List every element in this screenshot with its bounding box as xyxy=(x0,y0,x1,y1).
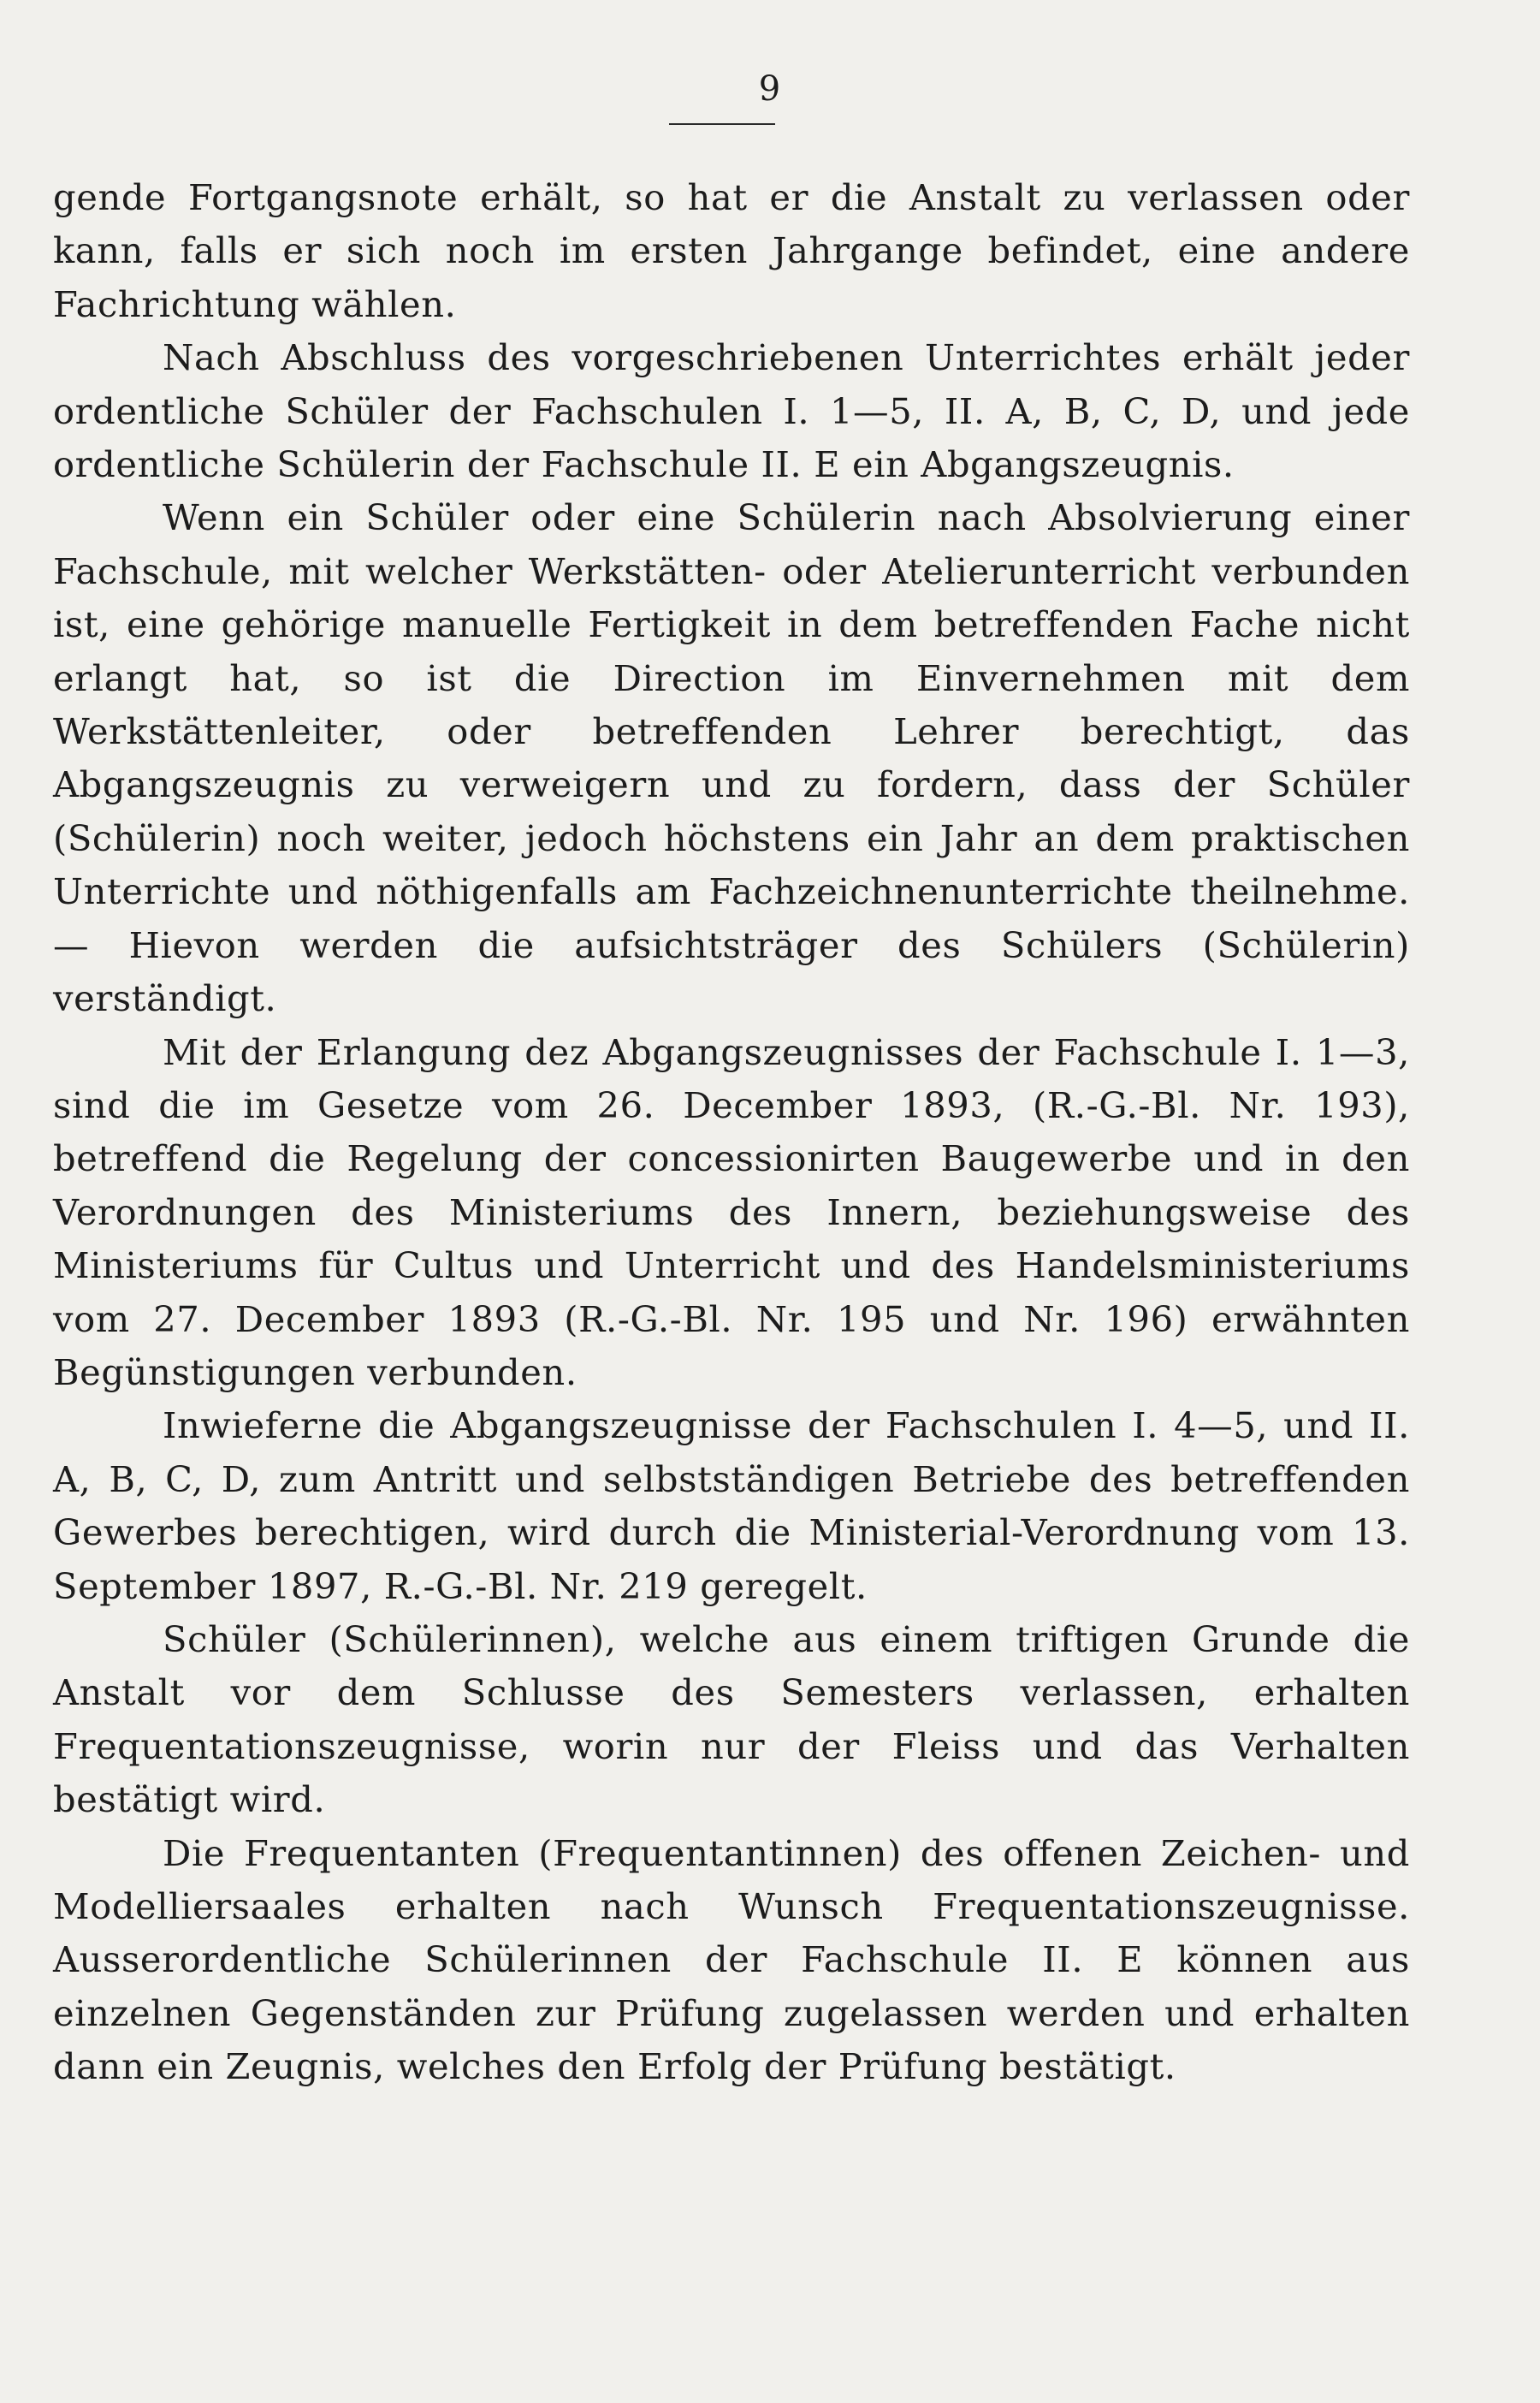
paragraph-begunstigungen: Mit der Erlangung dez Abgangszeugnisses der Fachschule I. 1—3, sind die im Gesetze vom 26. December 1893, (R.-G.-Bl. Nr. 193), betreffend die Regelung der concessionirten Baugewerbe und in den Verordnungen des Ministeriums des Innern, beziehungsweise des Ministeriums für Cultus und Unterricht und des Handelsministeriums vom 27. December 1893 (R.-G.-Bl. Nr. 195 und Nr. 196) erwähnten Begünstigungen verbunden. xyxy=(53,1030,1410,1393)
paragraph-continuation: gende Fortgangsnote erhält, so hat er die Anstalt zu verlassen oder kann, falls er sich noch im ersten Jahrgange befindet, eine andere Fachrichtung wählen. xyxy=(53,176,1410,325)
paragraph-gewerbe: Inwieferne die Abgangszeugnisse der Fachschulen I. 4—5, und II. A, B, C, D, zum Antritt und selbstständigen Betriebe des betreffenden Gewerbes berechtigen, wird durch die Ministerial-Verordnung vom 13. September 1897, R.-G.-Bl. Nr. 219 geregelt. xyxy=(53,1404,1410,1607)
paragraph-abgangszeugnis: Nach Abschluss des vorgeschriebenen Unterrichtes erhält jeder ordentliche Schüler der Fachschulen I. 1—5, II. A, B, C, D, und jede ordentliche Schülerin der Fachschule II. E ein Abgangszeugnis. xyxy=(53,336,1410,486)
paragraph-frequentanten: Die Frequentanten (Frequentantinnen) des offenen Zeichen- und Modelliersaales erhalten nach Wunsch Frequentationszeugnisse. Ausserordentliche Schülerinnen der Fachschule II. E können aus einzelnen Gegenständen zur Prüfung zugelassen werden und erhalten dann ein Zeugnis, welches den Erfolg der Prüfung bestätigt. xyxy=(53,1831,1410,2088)
paragraph-fertigkeit: Wenn ein Schüler oder eine Schülerin nach Absolvierung einer Fachschule, mit welcher Werkstätten- oder Atelierunterricht verbunden ist, eine gehörige manuelle Fertigkeit in dem betreffenden Fache nicht erlangt hat, so ist die Direction im Einvernehmen mit dem Werkstättenleiter, oder betreffenden Lehrer berechtigt, das Abgangszeugnis zu verweigern und zu fordern, dass der Schüler (Schülerin) noch weiter, jedoch höchstens ein Jahr an dem praktischen Unterrichte und nöthigenfalls am Fachzeichnenunterrichte theilnehme. — Hievon werden die aufsichtsträger des Schülers (Schülerin) verständigt. xyxy=(53,496,1410,1020)
paragraph-frequentationszeugnisse: Schüler (Schülerinnen), welche aus einem triftigen Grunde die Anstalt vor dem Schlusse des Semesters verlassen, erhalten Frequentationszeugnisse, worin nur der Fleiss und das Verhalten bestätigt wird. xyxy=(53,1617,1410,1821)
page-number-rule xyxy=(669,123,775,125)
body-text xyxy=(53,171,1410,2094)
page-number: 9 xyxy=(758,69,782,109)
